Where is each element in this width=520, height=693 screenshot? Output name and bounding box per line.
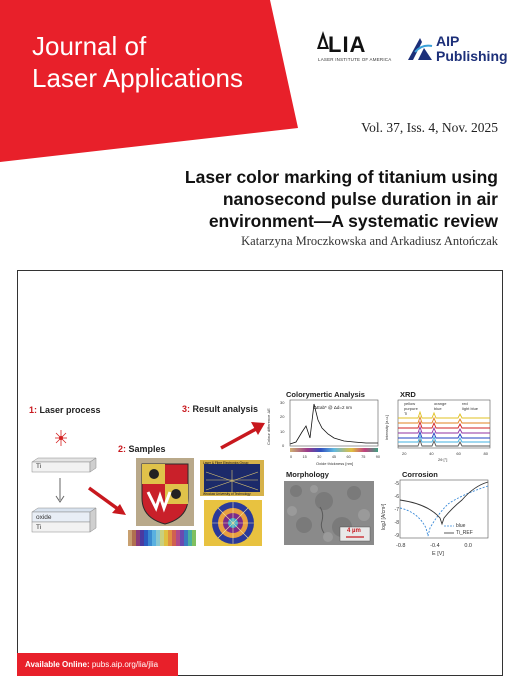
available-online-label: Available Online: <box>25 660 92 669</box>
journal-title-line1: Journal of <box>32 31 147 61</box>
morphology-title: Morphology <box>286 470 329 479</box>
xrd-legend-item: light blue <box>462 406 479 411</box>
xrd-legend-item: yellow <box>404 401 416 406</box>
colorimetric-xtick: 0 <box>290 455 293 459</box>
xrd-xtick: 40 <box>429 451 434 456</box>
aip-logo-text <box>436 34 508 64</box>
colorimetric-legend: ΔEab* @ Δd=2 nm <box>314 405 352 410</box>
article-authors: Katarzyna Mroczkowska and Arkadiusz Antończak <box>241 234 498 248</box>
step2-number: 2: <box>118 444 127 454</box>
corrosion-xtick: -0.8 <box>396 543 406 549</box>
colorimetric-ytick-20: 20 <box>280 414 285 419</box>
journal-title <box>32 30 292 94</box>
issue-info: Vol. 37, Iss. 4, Nov. 2025 <box>361 120 498 135</box>
corrosion-xlabel: E [V] <box>432 551 444 557</box>
corrosion-ytick: -9 <box>394 533 399 539</box>
campus-sign-line2: Wroclaw University of Technology <box>203 492 251 496</box>
ti-label-bottom: Ti <box>36 524 42 531</box>
sem-scale-bar-label: 4 µm <box>347 528 361 534</box>
corrosion-ytick: -5 <box>394 481 399 487</box>
xrd-legend-item: purpure <box>404 406 418 411</box>
step1-text: Laser process <box>39 405 101 415</box>
alia-logo-text: LIA <box>328 32 367 57</box>
corrosion-xtick: 0.0 <box>464 543 472 549</box>
step3-label <box>182 404 258 414</box>
aip-line2: Publishing <box>436 48 508 64</box>
corrosion-legend-item: Ti_REF <box>456 530 473 536</box>
sem-morphology-image <box>284 481 374 545</box>
colorimetric-xtick: 30 <box>317 455 322 459</box>
corrosion-yticks <box>390 478 399 543</box>
mandala-sample-image <box>204 500 262 546</box>
campus-sign-sample-image <box>200 460 264 496</box>
laser-spark-icon <box>54 428 68 448</box>
colorimetric-ylabel: Colour difference ΔE <box>266 408 271 445</box>
xrd-xticks <box>402 451 488 456</box>
corrosion-legend-item: blue <box>456 523 466 529</box>
corrosion-ylabel: logJ [A/cm²] <box>381 503 387 530</box>
colorimetric-xtick: 90 <box>375 455 380 459</box>
colorimetric-ytick-30: 30 <box>280 400 285 405</box>
corrosion-xtick: -0.4 <box>430 543 440 549</box>
corrosion-xticks <box>396 543 472 549</box>
aip-line1: AIP <box>436 33 460 49</box>
colorimetric-xticks <box>290 455 380 459</box>
arrow-to-samples-icon <box>86 484 130 518</box>
alia-logo-subtitle: LASER INSTITUTE OF AMERICA <box>318 57 392 62</box>
oxide-label: oxide <box>36 514 52 521</box>
coat-of-arms-sample-image <box>136 458 194 526</box>
step2-label <box>118 444 166 454</box>
xrd-legend-right <box>462 401 478 411</box>
colorimetric-ytick-0: 0 <box>282 443 285 448</box>
colorimetric-xtick: 75 <box>361 455 366 459</box>
ti-label-top: Ti <box>36 463 42 470</box>
step1-number: 1: <box>29 405 38 415</box>
step1-label <box>29 405 101 415</box>
xrd-legend-item: Ti <box>404 411 408 416</box>
corrosion-legend <box>456 523 473 537</box>
xrd-ylabel: Intensity [a.u.] <box>384 415 389 440</box>
corrosion-ytick: -6 <box>394 494 399 500</box>
color-palette-sample-image <box>128 530 196 546</box>
xrd-legend-item: blue <box>434 406 442 411</box>
step2-text: Samples <box>128 444 166 454</box>
colorimetric-xtick: 15 <box>302 455 307 459</box>
xrd-legend-left <box>404 401 418 416</box>
available-online-link[interactable]: pubs.aip.org/lia/jlia <box>91 660 159 669</box>
aip-logo-icon <box>406 36 434 62</box>
corrosion-ytick: -8 <box>394 520 399 526</box>
campus-sign-line1: Laser & Fibre Electronics Group <box>203 461 249 465</box>
xrd-xtick: 20 <box>402 451 407 456</box>
corrosion-title: Corrosion <box>402 470 438 479</box>
colorimetric-title: Colorymertic Analysis <box>286 390 365 399</box>
journal-title-line2: Laser Applications <box>32 63 244 93</box>
colorimetric-xtick: 45 <box>331 455 337 459</box>
colorimetric-ytick-10: 10 <box>280 429 285 434</box>
xrd-legend-item: orange <box>434 401 447 406</box>
corrosion-ytick: -7 <box>394 507 399 513</box>
xrd-title: XRD <box>400 390 416 399</box>
xrd-legend-item: red <box>462 401 468 406</box>
article-title: Laser color marking of titanium using nanosecond pulse duration in air environment—A systematic review <box>184 167 498 231</box>
colorimetric-xlabel: Oxide thickness [nm] <box>316 461 354 466</box>
available-online-bar[interactable] <box>17 653 178 676</box>
colorimetric-xtick: 60 <box>346 455 351 459</box>
xrd-legend-mid <box>434 401 446 411</box>
corrosion-plot <box>388 478 492 542</box>
step3-text: Result analysis <box>192 404 259 414</box>
xrd-xtick: 60 <box>456 451 461 456</box>
step3-number: 3: <box>182 404 191 414</box>
xrd-xtick: 80 <box>483 451 488 456</box>
xrd-xlabel: 2θ [°] <box>438 457 448 462</box>
arrow-to-results-icon <box>218 420 268 452</box>
